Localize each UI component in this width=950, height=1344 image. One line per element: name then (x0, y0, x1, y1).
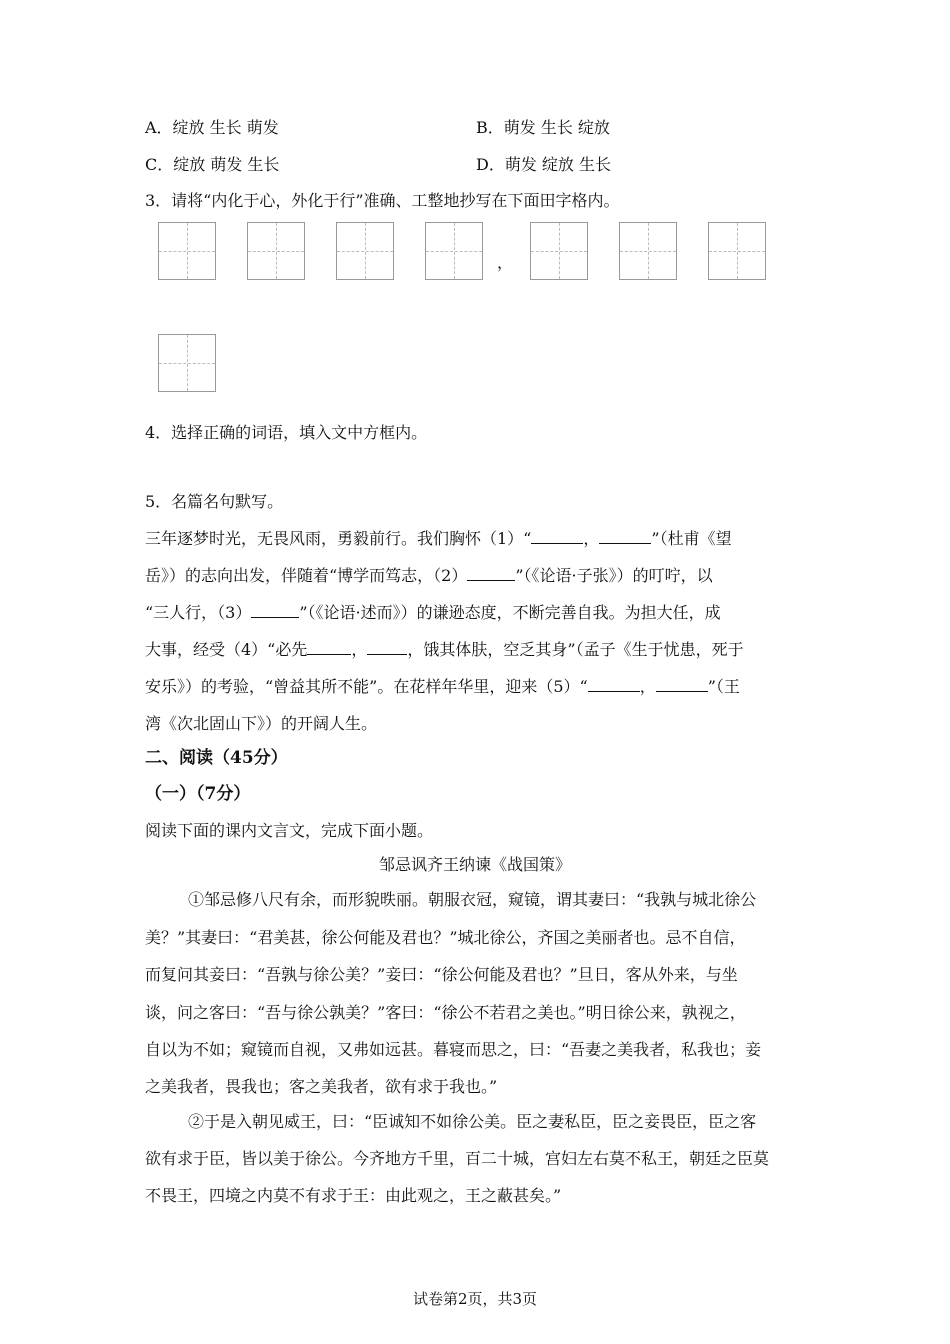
option-c: C．绽放 萌发 生长 (145, 155, 280, 174)
passage-line: 美？”其妻曰：“君美甚，徐公何能及君也？”城北徐公，齐国之美丽者也。忌不自信， (145, 928, 746, 947)
subsection-heading: （一）（7分） (145, 784, 251, 804)
grid-box[interactable] (158, 334, 216, 392)
question-5-body: 三年逐梦时光，无畏风雨，勇毅前行。我们胸怀（1）“ ， ”（杜甫《望 岳》）的志向出发，伴随着“博学而笃志，（2） ”（《论语·子张》）的叮咛，以 “三人行，（3） ”（《论语·述而》）的谦逊态度，不断完善自我。为担大任，成 大事，经受（4）“必先 ， ，饿其体肤，空乏其身”（孟子《生于忧患，死于 安乐》）的考验，“曾益其所不能”。在花样年华里，迎来（5）“ ， ”（王 湾《次北固山下》）的开阔人生。 (145, 529, 744, 733)
grid-box[interactable] (708, 222, 766, 280)
instruction: 阅读下面的课内文言文，完成下面小题。 (145, 821, 434, 840)
passage-line: 而复问其妾曰：“吾孰与徐公美？”妾曰：“徐公何能及君也？”旦日，客从外来，与坐 (145, 965, 738, 984)
passage-line: 自以为不如；窥镜而自视，又弗如远甚。暮寝而思之，曰：“吾妻之美我者，私我也；妾 (145, 1040, 762, 1059)
option-d: D．萌发 绽放 生长 (476, 155, 612, 174)
passage-line: 不畏王，四境之内莫不有求于王：由此观之，王之蔽甚矣。” (145, 1186, 562, 1205)
passage-line: 欲有求于臣，皆以美于徐公。今齐地方千里，百二十城，宫妇左右莫不私王，朝廷之臣莫 (145, 1149, 770, 1168)
grid-comma: ， (497, 253, 514, 272)
grid-box[interactable] (158, 222, 216, 280)
question-4: 4．选择正确的词语，填入文中方框内。 (145, 423, 428, 442)
option-b: B．萌发 生长 绽放 (476, 118, 610, 137)
option-a: A．绽放 生长 萌发 (145, 118, 279, 137)
grid-box[interactable] (336, 222, 394, 280)
grid-box[interactable] (425, 222, 483, 280)
passage-line: ②于是入朝见威王，曰：“臣诚知不如徐公美。臣之妻私臣，臣之妾畏臣，臣之客 (188, 1112, 757, 1131)
grid-box[interactable] (247, 222, 305, 280)
passage-line: ①邹忌修八尺有余，而形貌昳丽。朝服衣冠，窥镜，谓其妻曰：“我孰与城北徐公 (188, 890, 757, 909)
question-3: 3．请将“内化于心，外化于行”准确、工整地抄写在下面田字格内。 (145, 191, 620, 210)
grid-box[interactable] (530, 222, 588, 280)
grid-box[interactable] (619, 222, 677, 280)
question-5-title: 5．名篇名句默写。 (145, 492, 284, 511)
page-footer: 试卷第2页，共3页 (412, 1290, 538, 1308)
passage-title: 邹忌讽齐王纳谏《战国策》 (378, 855, 571, 874)
section-heading: 二、阅读（45分） (145, 748, 288, 768)
passage-line: 谈，问之客曰：“吾与徐公孰美？”客曰：“徐公不若君之美也。”明日徐公来，孰视之， (145, 1003, 746, 1022)
passage-line: 之美我者，畏我也；客之美我者，欲有求于我也。” (145, 1077, 498, 1096)
